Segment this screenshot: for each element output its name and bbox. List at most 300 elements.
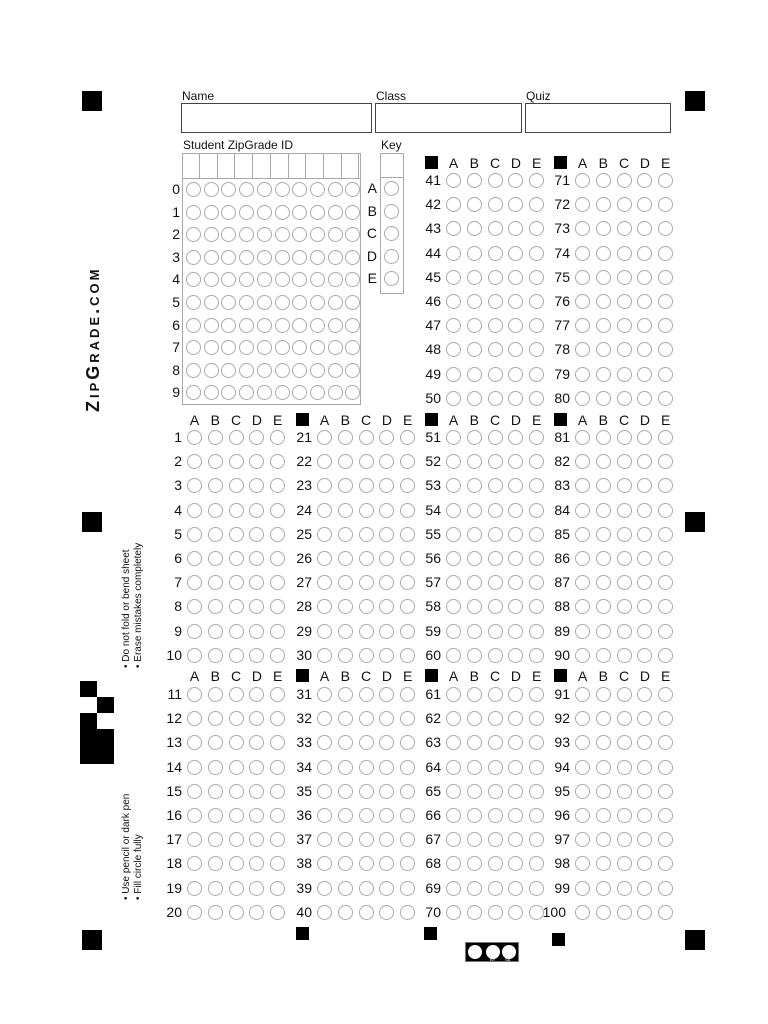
answer-bubble[interactable]	[575, 856, 590, 871]
id-bubble[interactable]	[239, 363, 254, 378]
answer-bubble[interactable]	[446, 648, 461, 663]
answer-bubble[interactable]	[467, 575, 482, 590]
answer-bubble[interactable]	[575, 575, 590, 590]
id-bubble[interactable]	[310, 227, 325, 242]
answer-bubble[interactable]	[575, 430, 590, 445]
answer-bubble[interactable]	[446, 318, 461, 333]
answer-bubble[interactable]	[317, 856, 332, 871]
answer-bubble[interactable]	[446, 197, 461, 212]
id-bubble[interactable]	[328, 250, 343, 265]
answer-bubble[interactable]	[596, 270, 611, 285]
answer-bubble[interactable]	[208, 430, 223, 445]
answer-bubble[interactable]	[249, 832, 264, 847]
answer-bubble[interactable]	[467, 430, 482, 445]
id-bubble[interactable]	[292, 205, 307, 220]
id-bubble[interactable]	[275, 385, 290, 400]
answer-bubble[interactable]	[359, 503, 374, 518]
answer-bubble[interactable]	[575, 832, 590, 847]
answer-bubble[interactable]	[317, 735, 332, 750]
id-bubble[interactable]	[204, 205, 219, 220]
answer-bubble[interactable]	[658, 503, 673, 518]
answer-bubble[interactable]	[488, 318, 503, 333]
answer-bubble[interactable]	[637, 599, 652, 614]
answer-bubble[interactable]	[208, 760, 223, 775]
id-bubble[interactable]	[257, 227, 272, 242]
answer-bubble[interactable]	[379, 624, 394, 639]
answer-bubble[interactable]	[208, 711, 223, 726]
answer-bubble[interactable]	[379, 527, 394, 542]
answer-bubble[interactable]	[379, 575, 394, 590]
answer-bubble[interactable]	[575, 784, 590, 799]
answer-bubble[interactable]	[637, 575, 652, 590]
answer-bubble[interactable]	[317, 551, 332, 566]
answer-bubble[interactable]	[187, 711, 202, 726]
answer-bubble[interactable]	[249, 735, 264, 750]
quiz-field[interactable]	[525, 103, 671, 133]
answer-bubble[interactable]	[317, 711, 332, 726]
answer-bubble[interactable]	[596, 503, 611, 518]
answer-bubble[interactable]	[338, 856, 353, 871]
answer-bubble[interactable]	[617, 197, 632, 212]
id-digit-box[interactable]	[236, 154, 253, 178]
answer-bubble[interactable]	[249, 648, 264, 663]
answer-bubble[interactable]	[575, 551, 590, 566]
answer-bubble[interactable]	[359, 454, 374, 469]
answer-bubble[interactable]	[338, 575, 353, 590]
id-bubble[interactable]	[275, 182, 290, 197]
answer-bubble[interactable]	[208, 503, 223, 518]
answer-bubble[interactable]	[187, 599, 202, 614]
id-bubble[interactable]	[257, 250, 272, 265]
answer-bubble[interactable]	[658, 318, 673, 333]
answer-bubble[interactable]	[575, 391, 590, 406]
id-bubble[interactable]	[204, 227, 219, 242]
answer-bubble[interactable]	[379, 648, 394, 663]
answer-bubble[interactable]	[508, 430, 523, 445]
id-bubble[interactable]	[186, 295, 201, 310]
answer-bubble[interactable]	[359, 784, 374, 799]
answer-bubble[interactable]	[379, 551, 394, 566]
id-bubble[interactable]	[239, 250, 254, 265]
answer-bubble[interactable]	[575, 687, 590, 702]
answer-bubble[interactable]	[617, 503, 632, 518]
answer-bubble[interactable]	[359, 527, 374, 542]
answer-bubble[interactable]	[208, 551, 223, 566]
answer-bubble[interactable]	[467, 905, 482, 920]
answer-bubble[interactable]	[379, 687, 394, 702]
answer-bubble[interactable]	[338, 735, 353, 750]
answer-bubble[interactable]	[229, 527, 244, 542]
answer-bubble[interactable]	[658, 648, 673, 663]
answer-bubble[interactable]	[637, 624, 652, 639]
answer-bubble[interactable]	[617, 856, 632, 871]
id-bubble[interactable]	[204, 363, 219, 378]
answer-bubble[interactable]	[617, 246, 632, 261]
answer-bubble[interactable]	[249, 784, 264, 799]
answer-bubble[interactable]	[596, 454, 611, 469]
answer-bubble[interactable]	[208, 881, 223, 896]
id-bubble[interactable]	[328, 318, 343, 333]
answer-bubble[interactable]	[446, 905, 461, 920]
answer-bubble[interactable]	[575, 221, 590, 236]
answer-bubble[interactable]	[379, 454, 394, 469]
answer-bubble[interactable]	[467, 808, 482, 823]
answer-bubble[interactable]	[208, 856, 223, 871]
answer-bubble[interactable]	[617, 760, 632, 775]
answer-bubble[interactable]	[446, 551, 461, 566]
id-bubble[interactable]	[292, 363, 307, 378]
answer-bubble[interactable]	[338, 599, 353, 614]
answer-bubble[interactable]	[617, 687, 632, 702]
answer-bubble[interactable]	[508, 575, 523, 590]
answer-bubble[interactable]	[467, 881, 482, 896]
answer-bubble[interactable]	[596, 575, 611, 590]
id-bubble[interactable]	[186, 205, 201, 220]
answer-bubble[interactable]	[488, 527, 503, 542]
answer-bubble[interactable]	[446, 711, 461, 726]
id-bubble[interactable]	[328, 385, 343, 400]
answer-bubble[interactable]	[617, 294, 632, 309]
id-bubble[interactable]	[345, 318, 360, 333]
answer-bubble[interactable]	[467, 527, 482, 542]
answer-bubble[interactable]	[575, 367, 590, 382]
id-bubble[interactable]	[239, 182, 254, 197]
id-bubble[interactable]	[204, 385, 219, 400]
answer-bubble[interactable]	[446, 367, 461, 382]
answer-bubble[interactable]	[617, 881, 632, 896]
answer-bubble[interactable]	[637, 856, 652, 871]
id-bubble[interactable]	[186, 318, 201, 333]
answer-bubble[interactable]	[508, 270, 523, 285]
answer-bubble[interactable]	[617, 808, 632, 823]
answer-bubble[interactable]	[249, 551, 264, 566]
answer-bubble[interactable]	[359, 430, 374, 445]
answer-bubble[interactable]	[317, 599, 332, 614]
answer-bubble[interactable]	[508, 454, 523, 469]
answer-bubble[interactable]	[488, 687, 503, 702]
answer-bubble[interactable]	[508, 503, 523, 518]
answer-bubble[interactable]	[637, 318, 652, 333]
answer-bubble[interactable]	[249, 599, 264, 614]
id-bubble[interactable]	[275, 363, 290, 378]
id-bubble[interactable]	[275, 295, 290, 310]
answer-bubble[interactable]	[596, 342, 611, 357]
answer-bubble[interactable]	[359, 832, 374, 847]
answer-bubble[interactable]	[617, 711, 632, 726]
answer-bubble[interactable]	[379, 599, 394, 614]
id-bubble[interactable]	[292, 250, 307, 265]
answer-bubble[interactable]	[208, 527, 223, 542]
id-digit-box[interactable]	[201, 154, 218, 178]
answer-bubble[interactable]	[508, 478, 523, 493]
answer-bubble[interactable]	[338, 881, 353, 896]
answer-bubble[interactable]	[187, 503, 202, 518]
answer-bubble[interactable]	[317, 624, 332, 639]
answer-bubble[interactable]	[617, 599, 632, 614]
answer-bubble[interactable]	[229, 687, 244, 702]
answer-bubble[interactable]	[488, 430, 503, 445]
answer-bubble[interactable]	[575, 454, 590, 469]
id-bubble[interactable]	[257, 205, 272, 220]
answer-bubble[interactable]	[379, 905, 394, 920]
answer-bubble[interactable]	[658, 173, 673, 188]
answer-bubble[interactable]	[229, 503, 244, 518]
answer-bubble[interactable]	[446, 881, 461, 896]
answer-bubble[interactable]	[467, 599, 482, 614]
answer-bubble[interactable]	[317, 832, 332, 847]
answer-bubble[interactable]	[658, 784, 673, 799]
id-bubble[interactable]	[328, 340, 343, 355]
answer-bubble[interactable]	[208, 735, 223, 750]
answer-bubble[interactable]	[338, 430, 353, 445]
answer-bubble[interactable]	[508, 367, 523, 382]
answer-bubble[interactable]	[446, 856, 461, 871]
answer-bubble[interactable]	[508, 648, 523, 663]
answer-bubble[interactable]	[187, 856, 202, 871]
id-bubble[interactable]	[310, 295, 325, 310]
answer-bubble[interactable]	[575, 197, 590, 212]
answer-bubble[interactable]	[508, 760, 523, 775]
answer-bubble[interactable]	[596, 856, 611, 871]
answer-bubble[interactable]	[467, 294, 482, 309]
answer-bubble[interactable]	[359, 711, 374, 726]
answer-bubble[interactable]	[508, 687, 523, 702]
answer-bubble[interactable]	[617, 905, 632, 920]
answer-bubble[interactable]	[208, 808, 223, 823]
answer-bubble[interactable]	[208, 832, 223, 847]
answer-bubble[interactable]	[637, 221, 652, 236]
answer-bubble[interactable]	[658, 808, 673, 823]
id-digit-box[interactable]	[272, 154, 289, 178]
answer-bubble[interactable]	[187, 551, 202, 566]
answer-bubble[interactable]	[596, 367, 611, 382]
answer-bubble[interactable]	[575, 711, 590, 726]
answer-bubble[interactable]	[359, 624, 374, 639]
answer-bubble[interactable]	[575, 173, 590, 188]
answer-bubble[interactable]	[596, 881, 611, 896]
answer-bubble[interactable]	[508, 197, 523, 212]
answer-bubble[interactable]	[317, 430, 332, 445]
answer-bubble[interactable]	[488, 760, 503, 775]
answer-bubble[interactable]	[467, 503, 482, 518]
answer-bubble[interactable]	[617, 648, 632, 663]
answer-bubble[interactable]	[575, 808, 590, 823]
answer-bubble[interactable]	[229, 856, 244, 871]
answer-bubble[interactable]	[637, 808, 652, 823]
answer-bubble[interactable]	[249, 808, 264, 823]
answer-bubble[interactable]	[317, 808, 332, 823]
id-bubble[interactable]	[239, 295, 254, 310]
answer-bubble[interactable]	[446, 221, 461, 236]
answer-bubble[interactable]	[208, 575, 223, 590]
answer-bubble[interactable]	[317, 575, 332, 590]
answer-bubble[interactable]	[229, 478, 244, 493]
answer-bubble[interactable]	[229, 624, 244, 639]
answer-bubble[interactable]	[187, 687, 202, 702]
answer-bubble[interactable]	[359, 551, 374, 566]
id-bubble[interactable]	[257, 340, 272, 355]
answer-bubble[interactable]	[508, 318, 523, 333]
id-digit-box[interactable]	[254, 154, 271, 178]
answer-bubble[interactable]	[508, 808, 523, 823]
id-bubble[interactable]	[292, 318, 307, 333]
answer-bubble[interactable]	[317, 454, 332, 469]
id-bubble[interactable]	[310, 250, 325, 265]
answer-bubble[interactable]	[658, 599, 673, 614]
answer-bubble[interactable]	[637, 367, 652, 382]
answer-bubble[interactable]	[637, 270, 652, 285]
answer-bubble[interactable]	[467, 687, 482, 702]
answer-bubble[interactable]	[338, 905, 353, 920]
answer-bubble[interactable]	[467, 735, 482, 750]
answer-bubble[interactable]	[229, 905, 244, 920]
answer-bubble[interactable]	[187, 575, 202, 590]
answer-bubble[interactable]	[508, 711, 523, 726]
answer-bubble[interactable]	[658, 367, 673, 382]
answer-bubble[interactable]	[208, 478, 223, 493]
id-bubble[interactable]	[204, 340, 219, 355]
answer-bubble[interactable]	[637, 832, 652, 847]
id-bubble[interactable]	[204, 182, 219, 197]
answer-bubble[interactable]	[617, 454, 632, 469]
answer-bubble[interactable]	[359, 735, 374, 750]
id-bubble[interactable]	[186, 250, 201, 265]
answer-bubble[interactable]	[229, 735, 244, 750]
answer-bubble[interactable]	[379, 711, 394, 726]
id-bubble[interactable]	[221, 318, 236, 333]
answer-bubble[interactable]	[187, 527, 202, 542]
answer-bubble[interactable]	[637, 173, 652, 188]
answer-bubble[interactable]	[488, 711, 503, 726]
answer-bubble[interactable]	[617, 391, 632, 406]
answer-bubble[interactable]	[187, 808, 202, 823]
answer-bubble[interactable]	[488, 881, 503, 896]
answer-bubble[interactable]	[249, 905, 264, 920]
answer-bubble[interactable]	[596, 294, 611, 309]
answer-bubble[interactable]	[249, 575, 264, 590]
answer-bubble[interactable]	[379, 503, 394, 518]
answer-bubble[interactable]	[658, 687, 673, 702]
key-bubble[interactable]	[384, 226, 399, 241]
answer-bubble[interactable]	[446, 624, 461, 639]
answer-bubble[interactable]	[338, 687, 353, 702]
answer-bubble[interactable]	[488, 246, 503, 261]
answer-bubble[interactable]	[637, 527, 652, 542]
answer-bubble[interactable]	[488, 197, 503, 212]
answer-bubble[interactable]	[637, 503, 652, 518]
answer-bubble[interactable]	[637, 711, 652, 726]
answer-bubble[interactable]	[508, 856, 523, 871]
answer-bubble[interactable]	[467, 221, 482, 236]
answer-bubble[interactable]	[229, 881, 244, 896]
answer-bubble[interactable]	[338, 551, 353, 566]
answer-bubble[interactable]	[467, 318, 482, 333]
answer-bubble[interactable]	[508, 624, 523, 639]
answer-bubble[interactable]	[596, 832, 611, 847]
id-digit-box[interactable]	[289, 154, 306, 178]
answer-bubble[interactable]	[488, 503, 503, 518]
answer-bubble[interactable]	[379, 430, 394, 445]
answer-bubble[interactable]	[359, 905, 374, 920]
answer-bubble[interactable]	[575, 599, 590, 614]
answer-bubble[interactable]	[338, 478, 353, 493]
answer-bubble[interactable]	[637, 881, 652, 896]
id-bubble[interactable]	[257, 295, 272, 310]
answer-bubble[interactable]	[229, 784, 244, 799]
answer-bubble[interactable]	[575, 905, 590, 920]
answer-bubble[interactable]	[658, 454, 673, 469]
answer-bubble[interactable]	[488, 648, 503, 663]
answer-bubble[interactable]	[359, 881, 374, 896]
answer-bubble[interactable]	[488, 478, 503, 493]
answer-bubble[interactable]	[658, 881, 673, 896]
id-bubble[interactable]	[275, 205, 290, 220]
answer-bubble[interactable]	[488, 367, 503, 382]
answer-bubble[interactable]	[229, 599, 244, 614]
answer-bubble[interactable]	[508, 342, 523, 357]
answer-bubble[interactable]	[637, 760, 652, 775]
answer-bubble[interactable]	[379, 784, 394, 799]
answer-bubble[interactable]	[488, 221, 503, 236]
answer-bubble[interactable]	[249, 856, 264, 871]
answer-bubble[interactable]	[596, 551, 611, 566]
key-bubble[interactable]	[384, 181, 399, 196]
id-bubble[interactable]	[310, 318, 325, 333]
answer-bubble[interactable]	[208, 624, 223, 639]
answer-bubble[interactable]	[575, 760, 590, 775]
answer-bubble[interactable]	[187, 881, 202, 896]
answer-bubble[interactable]	[467, 624, 482, 639]
answer-bubble[interactable]	[446, 527, 461, 542]
answer-bubble[interactable]	[467, 478, 482, 493]
answer-bubble[interactable]	[379, 478, 394, 493]
answer-bubble[interactable]	[467, 173, 482, 188]
answer-bubble[interactable]	[617, 551, 632, 566]
answer-bubble[interactable]	[617, 832, 632, 847]
answer-bubble[interactable]	[508, 905, 523, 920]
answer-bubble[interactable]	[658, 575, 673, 590]
answer-bubble[interactable]	[338, 454, 353, 469]
name-field[interactable]	[181, 103, 372, 133]
answer-bubble[interactable]	[359, 687, 374, 702]
answer-bubble[interactable]	[508, 551, 523, 566]
answer-bubble[interactable]	[508, 173, 523, 188]
answer-bubble[interactable]	[658, 221, 673, 236]
answer-bubble[interactable]	[467, 454, 482, 469]
answer-bubble[interactable]	[229, 832, 244, 847]
answer-bubble[interactable]	[617, 367, 632, 382]
answer-bubble[interactable]	[508, 881, 523, 896]
id-digit-box[interactable]	[218, 154, 235, 178]
answer-bubble[interactable]	[658, 905, 673, 920]
answer-bubble[interactable]	[488, 784, 503, 799]
answer-bubble[interactable]	[208, 454, 223, 469]
id-bubble[interactable]	[345, 363, 360, 378]
id-bubble[interactable]	[204, 318, 219, 333]
answer-bubble[interactable]	[229, 551, 244, 566]
answer-bubble[interactable]	[338, 624, 353, 639]
answer-bubble[interactable]	[488, 270, 503, 285]
answer-bubble[interactable]	[637, 905, 652, 920]
answer-bubble[interactable]	[488, 391, 503, 406]
answer-bubble[interactable]	[596, 624, 611, 639]
answer-bubble[interactable]	[317, 905, 332, 920]
answer-bubble[interactable]	[187, 430, 202, 445]
answer-bubble[interactable]	[446, 784, 461, 799]
answer-bubble[interactable]	[338, 832, 353, 847]
id-bubble[interactable]	[310, 363, 325, 378]
answer-bubble[interactable]	[658, 294, 673, 309]
